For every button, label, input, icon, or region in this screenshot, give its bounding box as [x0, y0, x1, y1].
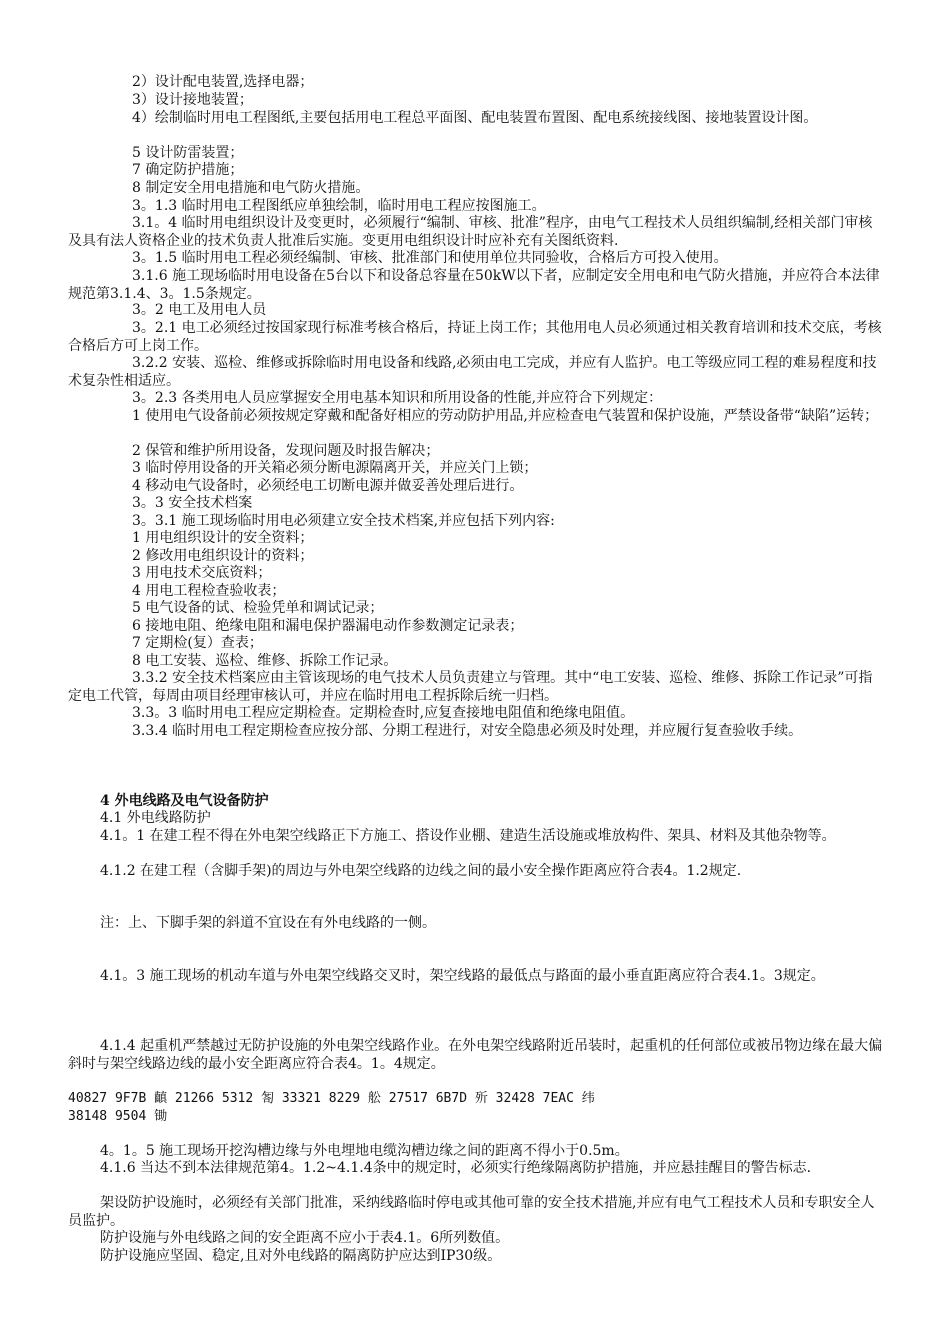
paragraph: 8 制定安全用电措施和电气防火措施。 [132, 180, 370, 196]
note: 注：上、下脚手架的斜道不宜设在有外电线路的一侧。 [100, 915, 436, 931]
list-item: 6 接地电阻、绝缘电阻和漏电保护器漏电动作参数测定记录表； [132, 618, 524, 634]
paragraph: 4。1。5 施工现场开挖沟槽边缘与外电埋地电缆沟槽边缘之间的距离不得小于0.5m。 [100, 1143, 629, 1159]
code-line: 40827 9F7B 齻 21266 5312 匒 33321 8229 舩 27517 6B7D 歽 32428 7EAC 纬 [68, 1091, 595, 1106]
paragraph: 2）设计配电装置,选择电器； [132, 74, 314, 90]
paragraph: 3.1.6 施工现场临时用电设备在5台以下和设备总容量在50kW以下者，应制定安全用电和电气防火措施，并应符合本法律规范第3.1.4、3。1.5条规定。 [68, 268, 880, 302]
list-item: 2 修改用电组织设计的资料； [132, 548, 314, 564]
list-item: 4 用电工程检查验收表； [132, 583, 286, 599]
list-item: 3 用电技术交底资料； [132, 565, 272, 581]
section-heading: 3。3 安全技术档案 [132, 495, 253, 511]
list-item: 4 移动电气设备时，必须经电工切断电源并做妥善处理后进行。 [132, 478, 524, 494]
paragraph: 防护设施与外电线路之间的安全距离不应小于表4.1。6所列数值。 [100, 1230, 510, 1246]
paragraph: 4.1。1 在建工程不得在外电架空线路正下方施工、搭设作业棚、建造生活设施或堆放构件、架具、材料及其他杂物等。 [100, 828, 836, 844]
paragraph: 3。2.3 各类用电人员应掌握安全用电基本知识和所用设备的性能,并应符合下列规定： [132, 390, 663, 406]
paragraph: 3.2.2 安装、巡检、维修或拆除临时用电设备和线路,必须由电工完成，并应有人监护。电工等级应同工程的难易程度和技术复杂性相适应。 [68, 355, 877, 389]
paragraph: 防护设施应坚固、稳定,且对外电线路的隔离防护应达到IP30级。 [100, 1248, 502, 1264]
paragraph: 4.1.6 当达不到本法律规范第4。1.2~4.1.4条中的规定时，必须实行绝缘隔离防护措施，并应悬挂醒目的警告标志. [100, 1160, 812, 1176]
paragraph: 7 确定防护措施； [132, 162, 244, 178]
paragraph: 5 设计防雷装置； [132, 145, 244, 161]
paragraph: 3.3.4 临时用电工程定期检查应按分部、分期工程进行，对安全隐患必须及时处理，并应履行复查验收手续。 [132, 723, 803, 739]
list-item: 3 临时停用设备的开关箱必须分断电源隔离开关，并应关门上锁； [132, 460, 538, 476]
paragraph: 4）绘制临时用电工程图纸,主要包括用电工程总平面图、配电装置布置图、配电系统接线图、接地装置设计图。 [132, 110, 818, 126]
paragraph: 3.1。4 临时用电组织设计及变更时，必须履行“编制、审核、批准”程序，由电气工程技术人员组织编制,经相关部门审核及具有法人资格企业的技术负责人批准后实施。变更用电组织设计时应补充有关图纸资料. [68, 215, 873, 249]
list-item: 1 使用电气设备前必须按规定穿戴和配备好相应的劳动防护用品,并应检查电气装置和保护设施，严禁设备带“缺陷”运转； [132, 408, 879, 424]
paragraph: 3。1.5 临时用电工程必须经编制、审核、批准部门和使用单位共同验收，合格后方可投入使用。 [132, 250, 728, 266]
paragraph: 3.3.2 安全技术档案应由主管该现场的电气技术人员负责建立与管理。其中“电工安装、巡检、维修、拆除工作记录”可指定电工代管，每周由项目经理审核认可，并应在临时用电工程拆除后统一归档。 [68, 670, 873, 704]
paragraph: 4.1。3 施工现场的机动车道与外电架空线路交叉时，架空线路的最低点与路面的最小垂直距离应符合表4.1。3规定。 [100, 968, 825, 984]
section-heading: 3。2 电工及用电人员 [132, 302, 267, 318]
list-item: 2 保管和维护所用设备，发现问题及时报告解决； [132, 443, 440, 459]
paragraph: 4.1.4 起重机严禁越过无防护设施的外电架空线路作业。在外电架空线路附近吊装时，起重机的任何部位或被吊物边缘在最大偏斜时与架空线路边线的最小安全距离应符合表4。1。4规定。 [68, 1038, 883, 1072]
list-item: 8 电工安装、巡检、维修、拆除工作记录。 [132, 653, 398, 669]
paragraph: 3。2.1 电工必须经过按国家现行标准考核合格后，持证上岗工作；其他用电人员必须通过相关教育培训和技术交底，考核合格后方可上岗工作。 [68, 320, 882, 354]
paragraph: 架设防护设施时，必须经有关部门批准，采纳线路临时停电或其他可靠的安全技术措施,并应有电气工程技术人员和专职安全人员监护。 [68, 1195, 875, 1229]
paragraph: 4.1.2 在建工程（含脚手架)的周边与外电架空线路的边线之间的最小安全操作距离应符合表4。1.2规定. [100, 863, 742, 879]
code-line: 38148 9504 锄 [68, 1109, 168, 1124]
chapter-heading: 4 外电线路及电气设备防护 [100, 793, 269, 809]
section-heading: 4.1 外电线路防护 [100, 810, 211, 826]
paragraph: 3）设计接地装置； [132, 92, 253, 108]
list-item: 5 电气设备的试、检验凭单和调试记录； [132, 600, 384, 616]
paragraph: 3。1.3 临时用电工程图纸应单独绘制，临时用电工程应按图施工。 [132, 198, 546, 214]
paragraph: 3.3。3 临时用电工程应定期检查。定期检查时,应复查接地电阻值和绝缘电阻值。 [132, 705, 635, 721]
paragraph: 3。3.1 施工现场临时用电必须建立安全技术档案,并应包括下列内容: [132, 513, 555, 529]
list-item: 7 定期检(复）查表； [132, 635, 263, 651]
list-item: 1 用电组织设计的安全资料； [132, 530, 314, 546]
